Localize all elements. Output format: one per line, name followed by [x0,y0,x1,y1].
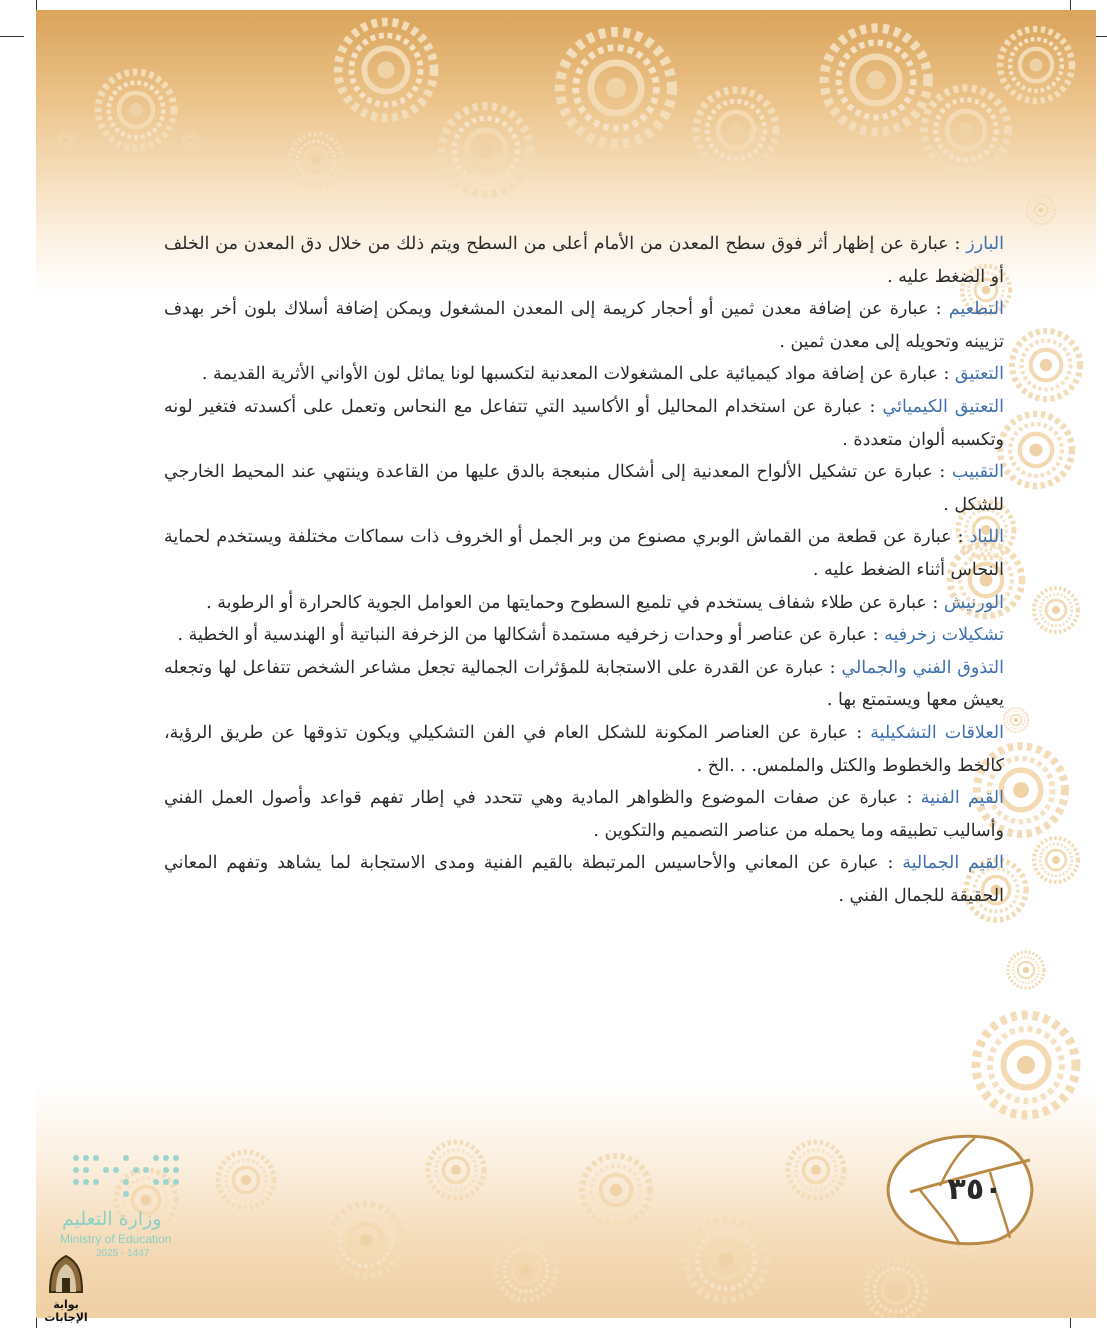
mosque-icon [44,1254,88,1294]
glossary-separator: : [932,462,952,483]
glossary-entry [164,652,1004,717]
glossary-separator: : [878,853,903,874]
glossary-entry [164,456,1004,521]
glossary-separator: : [951,527,970,548]
glossary-term: التعتيق الكيميائي [882,396,1004,417]
ministry-name-english: Ministry of Education [60,1232,172,1246]
glossary-term: التذوق الفني والجمالي [841,657,1004,678]
glossary-definition: عبارة عن استخدام المحاليل أو الأكاسيد التي تتفاعل مع النحاس وتعمل على أكسدته فتغير لونه وتكسبه ألوان متعددة . [164,396,1004,450]
glossary-separator: : [823,657,842,678]
glossary-definition: عبارة عن المعاني والأحاسيس المرتبطة بالقيم الفنية ومدى الاستجابة لما يشاهد وتفهم المعاني الحقيقة للجمال الفني . [164,853,1004,906]
glossary-definition: عبارة عن إضافة معدن ثمين أو أحجار كريمة إلى المعدن المشغول ويمكن إضافة أسلاك بلون أخر بهدف تزيينه وتحويله إلى معدن ثمين . [164,299,1004,352]
glossary-separator: : [862,396,883,417]
glossary-definition: عبارة عن تشكيل الألواح المعدنية إلى أشكال منبعجة بالدق عليها من القاعدة وينتهي عند المحيط الخارجي للشكل . [164,462,1004,515]
glossary-term: تشكيلات زخرفيه [884,625,1004,646]
ministry-name-arabic: وزارة التعليم [62,1208,162,1230]
glossary-entry [164,521,1004,586]
glossary-entry [164,228,1004,293]
glossary-term: الورنيش [943,592,1004,613]
glossary-definition: عبارة عن عناصر أو وحدات زخرفيه مستمدة أشكالها من الزخرفة النباتية أو الهندسية أو الخطية . [177,625,868,646]
glossary-separator: : [937,364,955,385]
glossary-entry [164,717,1004,782]
glossary-entry [164,587,1004,620]
glossary-entry [164,782,1004,847]
glossary-term: القيم الفنية [920,788,1004,809]
glossary-definition: عبارة عن صفات الموضوع والظواهر المادية وهي تتحدد في إطار تفهم قواعد وأصول العمل الفني وأساليب تطبيقه وما يحمله من عناصر التصميم والتكوين . [164,788,1004,841]
glossary-entry [164,847,1004,912]
glossary-term: التعتيق [954,364,1004,385]
glossary-list [164,228,1004,912]
glossary-separator: : [926,592,944,613]
glossary-term: التقبيب [951,462,1004,483]
glossary-separator: : [948,234,967,254]
glossary-term: اللباد [969,527,1004,548]
glossary-definition: عبارة عن العناصر المكونة للشكل العام في الفن التشكيلي ويكون تذوقها عن طريق الرؤية، كالخط والخطوط والكتل والملمس. . .الخ . [164,722,1004,776]
glossary-separator: : [898,788,921,809]
glossary-entry [164,391,1004,456]
ministry-year: 2025 - 1447 [96,1248,150,1259]
ministry-dots-icon [66,1150,186,1200]
portal-label: بوابة الإجابات [44,1298,88,1324]
crop-mark [0,36,24,37]
glossary-separator: : [928,299,949,320]
ministry-logo [56,1150,216,1259]
glossary-term: البارز [966,234,1004,254]
glossary-entry [164,358,1004,391]
glossary-definition: عبارة عن القدرة على الاستجابة للمؤثرات الجمالية تجعل مشاعر الشخص تتفاعل لها وتجعله يعيش معها ويستمتع بها . [164,657,1004,711]
glossary-definition: عبارة عن إظهار أثر فوق سطح المعدن من الأمام أعلى من السطح ويتم ذلك من خلال دق المعدن من الخلف أو الضغط عليه . [164,234,1004,287]
glossary-term: العلاقات التشكيلية [870,722,1004,743]
glossary-definition: عبارة عن طلاء شفاف يستخدم في تلميع السطوح وحمايتها من العوامل الجوية كالحرارة أو الرطوبة . [206,592,927,613]
portal-watermark [30,1254,102,1324]
glossary-entry [164,619,1004,652]
glossary-entry [164,293,1004,358]
glossary-definition: عبارة عن إضافة مواد كيميائية على المشغولات المعدنية لتكسبها لونا يماثل لون الأواني الأثرية القديمة . [201,364,938,385]
glossary-term: القيم الجمالية [902,853,1004,874]
glossary-term: التطعيم [948,299,1004,320]
glossary-separator: : [867,625,885,646]
page-number: ٣٥٠ [947,1172,1003,1207]
glossary-definition: عبارة عن قطعة من القماش الوبري مصنوع من وبر الجمل أو الخروف ذات سماكات مختلفة ويستخدم لحماية النحاس أثناء الضغط عليه . [164,527,1004,580]
glossary-separator: : [848,722,871,743]
